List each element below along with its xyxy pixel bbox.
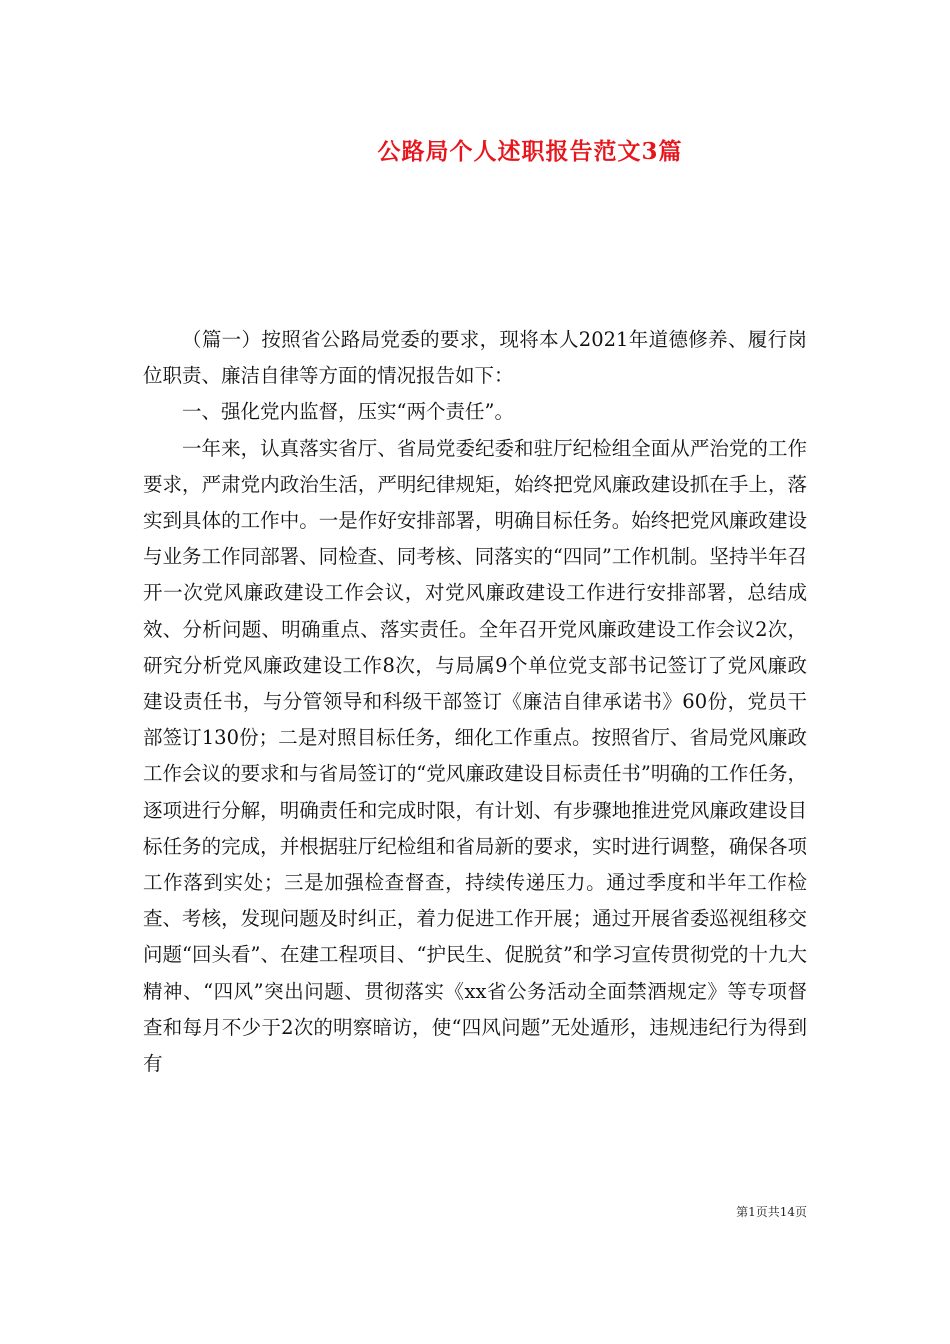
section-heading: 一、强化党内监督，压实“两个责任”。 — [182, 400, 514, 424]
page-number: 第1页共14页 — [736, 1205, 807, 1219]
document-title: 公路局个人述职报告范文3篇 — [377, 138, 683, 165]
document-body — [143, 322, 807, 1082]
paragraph-intro: （篇一）按照省公路局党委的要求，现将本人2021年道德修养、履行岗位职责、廉洁自律等方面的情况报告如下： — [143, 328, 807, 388]
paragraph-body: 一年来，认真落实省厅、省局党委纪委和驻厅纪检组全面从严治党的工作要求，严肃党内政治生活，严明纪律规矩，始终把党风廉政建设抓在手上，落实到具体的工作中。一是作好安排部署，明确目标任务。始终把党风廉政建设与业务工作同部署、同检查、同考核、同落实的“四同”工作机制。坚持半年召开一次党风廉政建设工作会议，对党风廉政建设工作进行安排部署，总结成效、分析问题、明确重点、落实责任。全年召开党风廉政建设工作会议2次，研究分析党风廉政建设工作8次，与局属9个单位党支部书记签订了党风廉政建设责任书，与分管领导和科级干部签订《廉洁自律承诺书》60份，党员干部签订130份；二是对照目标任务，细化工作重点。按照省厅、省局党风廉政工作会议的要求和与省局签订的“党风廉政建设目标责任书”明确的工作任务，逐项进行分解，明确责任和完成时限，有计划、有步骤地推进党风廉政建设目标任务的完成，并根据驻厅纪检组和省局新的要求，实时进行调整，确保各项工作落到实处；三是加强检查督查，持续传递压力。通过季度和半年工作检查、考核，发现问题及时纠正，着力促进工作开展；通过开展省委巡视组移交问题“回头看”、在建工程项目、“护民生、促脱贫”和学习宣传贯彻党的十九大精神、“四风”突出问题、贯彻落实《xx省公务活动全面禁酒规定》等专项督查和每月不少于2次的明察暗访，使“四风问题”无处遁形，违规违纪行为得到有 — [143, 436, 807, 1076]
